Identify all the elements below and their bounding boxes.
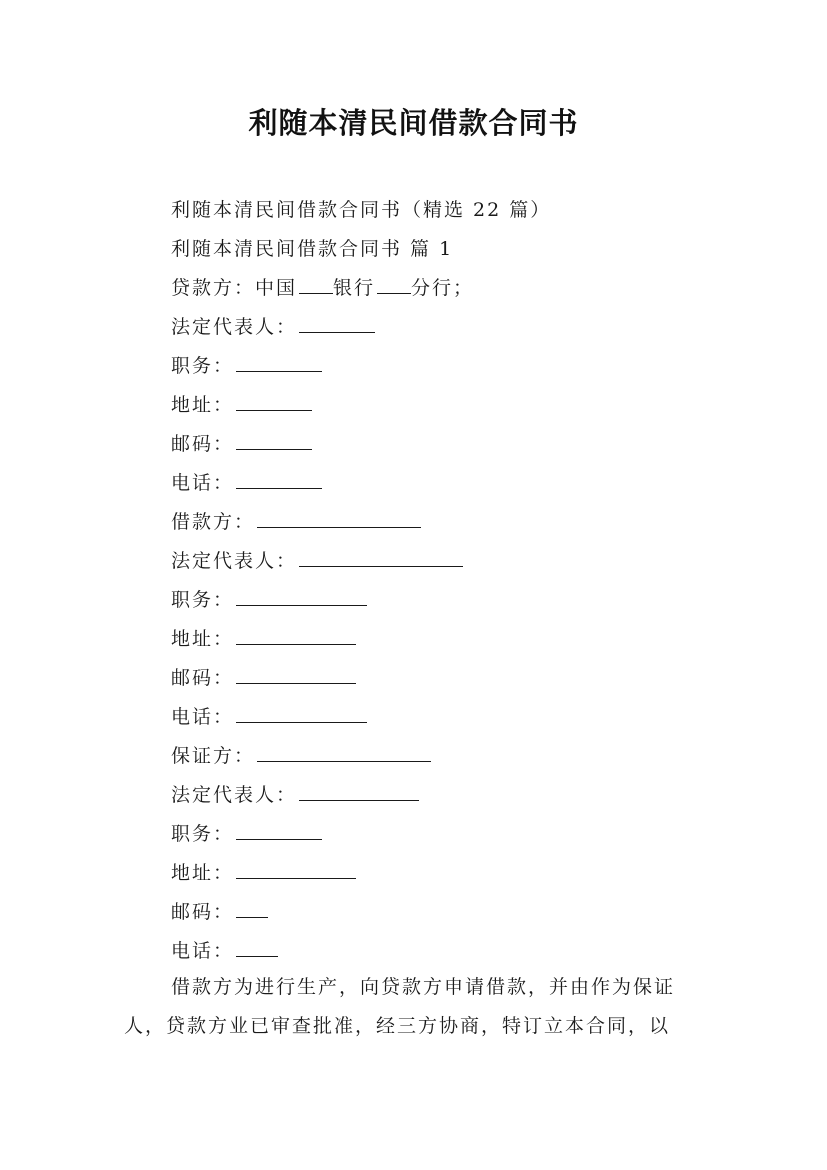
borrower-label: 借款方： (171, 511, 256, 533)
guarantor-name-blank[interactable] (257, 737, 431, 762)
lender-prefix: 贷款方：中国 (171, 277, 298, 299)
guarantor-position-blank[interactable] (236, 815, 322, 840)
field-label: 电话： (171, 706, 235, 728)
paragraph-line: 人，贷款方业已审查批准，经三方协商，特订立本合同，以 (124, 1015, 671, 1037)
lender-phone-line (171, 464, 771, 503)
guarantor-phone-line (171, 932, 771, 971)
field-label: 地址： (171, 628, 235, 650)
field-label: 职务： (171, 589, 235, 611)
borrower-postcode-blank[interactable] (236, 659, 356, 684)
document-title: 利随本清民间借款合同书 (248, 106, 579, 140)
lender-line (171, 269, 771, 308)
guarantor-rep-line (171, 776, 771, 815)
guarantor-phone-blank[interactable] (236, 932, 278, 957)
borrower-address-line (171, 620, 771, 659)
guarantor-address-line (171, 854, 771, 893)
field-label: 地址： (171, 862, 235, 884)
guarantor-position-line (171, 815, 771, 854)
borrower-name-blank[interactable] (257, 503, 421, 528)
lender-position-blank[interactable] (236, 347, 322, 372)
borrower-phone-line (171, 698, 771, 737)
guarantor-postcode-blank[interactable] (236, 893, 268, 918)
lender-mid-bank: 银行 (333, 277, 376, 299)
borrower-line (171, 503, 771, 542)
section-heading: 利随本清民间借款合同书 篇 1 (171, 238, 454, 260)
borrower-rep-blank[interactable] (299, 542, 463, 567)
field-label: 邮码： (171, 433, 235, 455)
lender-mid-branch: 分行； (411, 277, 475, 299)
field-label: 邮码： (171, 667, 235, 689)
lender-address-blank[interactable] (236, 386, 312, 411)
guarantor-rep-blank[interactable] (299, 776, 419, 801)
body-paragraph (124, 968, 702, 1046)
guarantor-label: 保证方： (171, 745, 256, 767)
guarantor-address-blank[interactable] (236, 854, 356, 879)
lender-rep-line (171, 308, 771, 347)
guarantor-postcode-line (171, 893, 771, 932)
field-label: 职务： (171, 355, 235, 377)
field-label: 地址： (171, 394, 235, 416)
field-label: 职务： (171, 823, 235, 845)
bank-name-blank[interactable] (299, 269, 333, 294)
branch-name-blank[interactable] (377, 269, 411, 294)
document-subtitle: 利随本清民间借款合同书（精选 22 篇） (171, 199, 552, 221)
lender-postcode-blank[interactable] (236, 425, 312, 450)
lender-address-line (171, 386, 771, 425)
paragraph-line: 借款方为进行生产，向贷款方申请借款，并由作为保证 (171, 976, 676, 998)
lender-postcode-line (171, 425, 771, 464)
field-label: 法定代表人： (171, 550, 298, 572)
lender-phone-blank[interactable] (236, 464, 322, 489)
lender-rep-blank[interactable] (299, 308, 375, 333)
borrower-postcode-line (171, 659, 771, 698)
borrower-address-blank[interactable] (236, 620, 356, 645)
borrower-rep-line (171, 542, 771, 581)
lender-position-line (171, 347, 771, 386)
field-label: 邮码： (171, 901, 235, 923)
field-label: 电话： (171, 940, 235, 962)
field-label: 法定代表人： (171, 784, 298, 806)
field-label: 法定代表人： (171, 316, 298, 338)
guarantor-line (171, 737, 771, 776)
form-fields-block (171, 191, 771, 971)
field-label: 电话： (171, 472, 235, 494)
borrower-position-blank[interactable] (236, 581, 367, 606)
borrower-phone-blank[interactable] (236, 698, 367, 723)
borrower-position-line (171, 581, 771, 620)
